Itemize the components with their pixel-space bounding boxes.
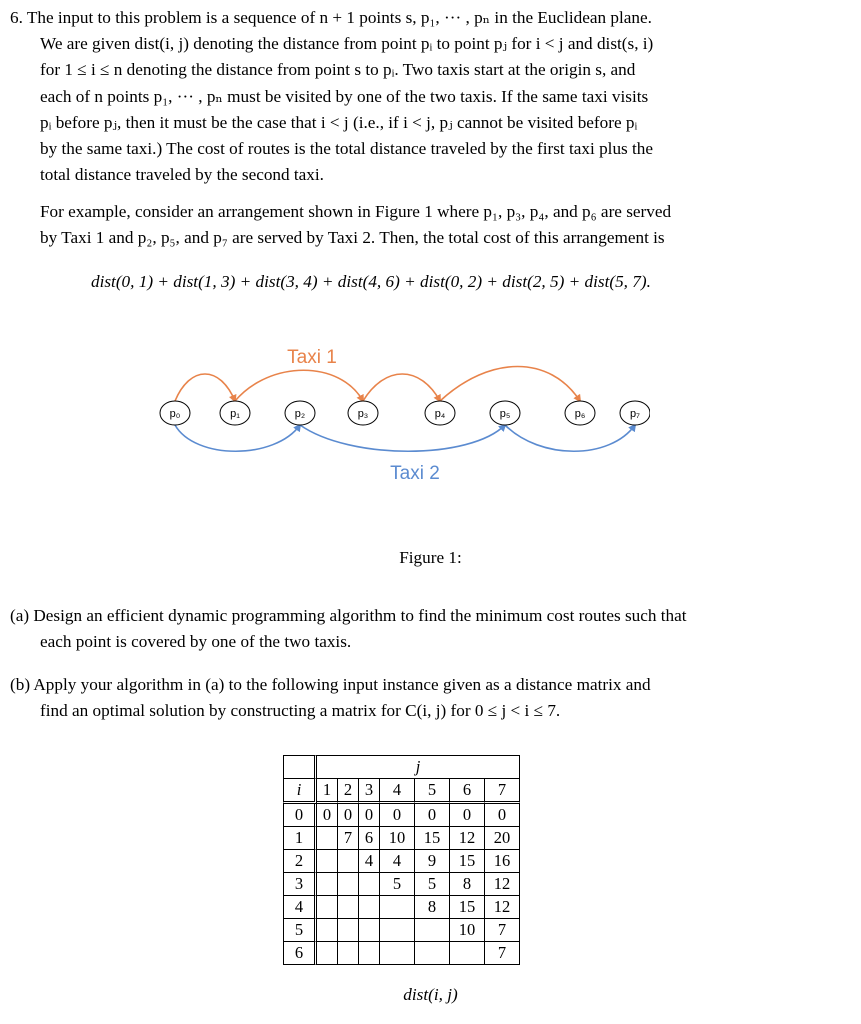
node-p0: [160, 401, 190, 425]
table-row: [283, 873, 520, 896]
part-a-line: each point is covered by one of the two taxis.: [40, 632, 352, 652]
node-label: p₅: [499, 408, 511, 420]
table-cell: [317, 919, 338, 942]
table-header-var-row: [283, 755, 520, 779]
table-row: [283, 896, 520, 919]
table-cell: 9: [415, 850, 450, 873]
table-cell: 0: [359, 804, 380, 827]
table-cell: 0: [485, 804, 520, 827]
table-cell: [359, 896, 380, 919]
taxi2-route-arc: [300, 425, 505, 451]
node-label: p₇: [630, 408, 640, 420]
table-cell: 5: [415, 873, 450, 896]
table-cell: [359, 942, 380, 965]
table-cell: [317, 942, 338, 965]
table-cell: [380, 942, 415, 965]
table-cell: [415, 942, 450, 965]
example-paragraph: [40, 199, 825, 251]
table-cell: [359, 873, 380, 896]
table-cell: 12: [450, 827, 485, 850]
table-cell: [338, 896, 359, 919]
row-header: 1: [283, 827, 317, 850]
taxi1-route-arc: [363, 374, 440, 401]
table-cell: [317, 873, 338, 896]
taxi1-route-arc: [440, 367, 580, 402]
problem-line: total distance traveled by the second taxi.: [40, 165, 324, 185]
table-cell: 10: [450, 919, 485, 942]
table-cell: 0: [415, 804, 450, 827]
problem-statement: [10, 5, 825, 188]
table-cell: 15: [450, 896, 485, 919]
distance-matrix-table: [283, 755, 520, 965]
taxi2-route-arc: [175, 425, 300, 451]
node-label: p₄: [434, 408, 446, 420]
taxi2-route-arc: [505, 425, 635, 451]
table-cell: [415, 919, 450, 942]
table-cell: [338, 873, 359, 896]
table-cell: 20: [485, 827, 520, 850]
problem-line: for 1 ≤ i ≤ n denoting the distance from point s to pᵢ. Two taxis start at the origin s, and: [40, 60, 636, 80]
table-cell: [380, 896, 415, 919]
taxi-route-figure: [150, 335, 650, 495]
table-cell: 7: [338, 827, 359, 850]
node-p2: [285, 401, 315, 425]
example-line: by Taxi 1 and p₂, p₅, and p₇ are served by Taxi 2. Then, the total cost of this arrangement is: [40, 228, 665, 248]
table-corner-cell: [283, 755, 317, 779]
row-header: 3: [283, 873, 317, 896]
table-cell: [450, 942, 485, 965]
table-cell: 7: [485, 919, 520, 942]
table-cell: [380, 919, 415, 942]
node-p7: [620, 401, 650, 425]
figure-caption: Figure 1:: [399, 548, 462, 567]
column-header: 4: [380, 779, 415, 804]
row-header: 4: [283, 896, 317, 919]
table-caption: dist(i, j): [403, 985, 458, 1004]
table-cell: 12: [485, 896, 520, 919]
table-row: [283, 827, 520, 850]
table-cell: [317, 896, 338, 919]
taxi1-label: Taxi 1: [287, 347, 337, 368]
node-label: p₂: [294, 408, 306, 420]
column-header: 7: [485, 779, 520, 804]
table-cell: 10: [380, 827, 415, 850]
node-label: p₃: [357, 408, 369, 420]
table-cell: 6: [359, 827, 380, 850]
table-row: [283, 850, 520, 873]
node-p4: [425, 401, 455, 425]
column-header: 5: [415, 779, 450, 804]
problem-line: We are given dist(i, j) denoting the distance from point pᵢ to point pⱼ for i < j and dist(s, i): [40, 34, 654, 54]
row-header: 5: [283, 919, 317, 942]
table-cell: [359, 919, 380, 942]
node-label: p₀: [169, 408, 181, 420]
part-a: [10, 603, 825, 655]
problem-line: by the same taxi.) The cost of routes is the total distance traveled by the first taxi plus the: [40, 139, 654, 159]
table-cell: 0: [450, 804, 485, 827]
column-header: 3: [359, 779, 380, 804]
problem-line: each of n points p₁, ··· , pₙ must be visited by one of the two taxis. If the same taxi visits: [40, 86, 649, 106]
table-cell: 0: [380, 804, 415, 827]
row-header: 0: [283, 804, 317, 827]
node-p6: [565, 401, 595, 425]
problem-line: pᵢ before pⱼ, then it must be the case that i < j (i.e., if i < j, pⱼ cannot be visited before pᵢ: [40, 112, 638, 132]
table-cell: 7: [485, 942, 520, 965]
node-label: p₆: [574, 408, 586, 420]
example-line: For example, consider an arrangement shown in Figure 1 where p₁, p₃, p₄, and p₆ are served: [40, 202, 672, 221]
part-b: [10, 672, 825, 724]
problem-line: 6. The input to this problem is a sequence of n + 1 points s, p₁, ··· , pₙ in the Euclidean plane.: [10, 8, 652, 27]
row-header: 6: [283, 942, 317, 965]
column-header: 2: [338, 779, 359, 804]
table-cell: 12: [485, 873, 520, 896]
table-row: [283, 919, 520, 942]
table-cell: 0: [317, 804, 338, 827]
cost-formula: dist(0, 1) + dist(1, 3) + dist(3, 4) + dist(4, 6) + dist(0, 2) + dist(2, 5) + dist(5, 7).: [91, 272, 651, 291]
table-cell: [317, 827, 338, 850]
table-cell: 15: [450, 850, 485, 873]
node-label: p₁: [230, 408, 240, 420]
node-p1: [220, 401, 250, 425]
table-cell: 8: [415, 896, 450, 919]
part-b-line: find an optimal solution by constructing a matrix for C(i, j) for 0 ≤ j < i ≤ 7.: [40, 701, 561, 721]
table-row: [283, 942, 520, 965]
table-cell: 4: [380, 850, 415, 873]
taxi1-route-arc: [235, 370, 363, 401]
table-row: [283, 804, 520, 827]
table-cell: [338, 850, 359, 873]
part-b-line: (b) Apply your algorithm in (a) to the following input instance given as a distance matrix and: [10, 675, 651, 694]
table-cell: 0: [338, 804, 359, 827]
part-a-line: (a) Design an efficient dynamic programming algorithm to find the minimum cost routes such that: [10, 606, 687, 625]
table-cell: 16: [485, 850, 520, 873]
row-header: 2: [283, 850, 317, 873]
node-p3: [348, 401, 378, 425]
table-cell: [338, 919, 359, 942]
column-header: 1: [317, 779, 338, 804]
taxi1-route-arc: [175, 374, 235, 401]
column-variable: j: [317, 755, 520, 779]
table-cell: [338, 942, 359, 965]
table-cell: [317, 850, 338, 873]
table-header-row: [283, 779, 520, 804]
taxi2-label: Taxi 2: [390, 463, 440, 484]
table-cell: 5: [380, 873, 415, 896]
table-cell: 15: [415, 827, 450, 850]
table-cell: 4: [359, 850, 380, 873]
row-variable: i: [283, 779, 317, 804]
column-header: 6: [450, 779, 485, 804]
node-p5: [490, 401, 520, 425]
table-cell: 8: [450, 873, 485, 896]
